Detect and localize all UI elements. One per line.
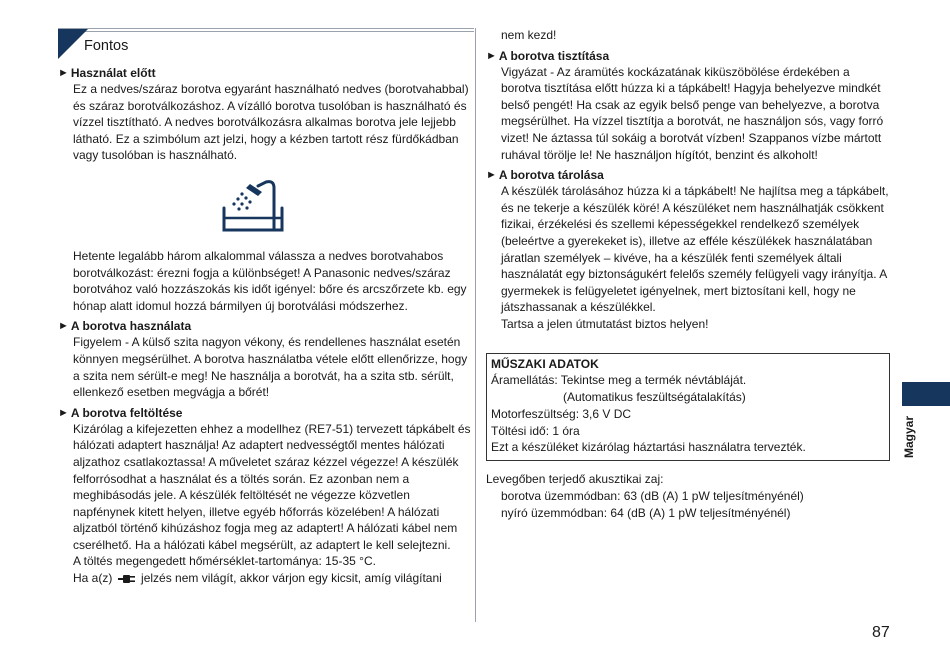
power-supply: Áramellátás: Tekintse meg a termék névtábláját. [491, 373, 747, 388]
noise-trimmer-mode: nyíró üzemmódban: 64 (dB (A) 1 pW teljesítményénél) [501, 505, 791, 520]
tech-specs-box [486, 353, 890, 462]
language-side-tab [902, 382, 950, 406]
noise-heading: Levegőben terjedő akusztikai zaj: [486, 472, 664, 487]
plug-indicator-note: Ha a(z) jelzés nem világít, akkor várjon egy kicsit, amíg világítani [73, 571, 442, 586]
section-heading-borotva-feltoltese: ► A borotva feltöltése [58, 405, 183, 420]
fontos-header [58, 28, 474, 61]
arrow-right-icon: ► [486, 169, 497, 182]
charging-temperature: A töltés megengedett hőmérséklet-tartománya: 15-35 °C. [73, 554, 376, 569]
arrow-right-icon: ► [58, 406, 69, 419]
continuation-text: nem kezd! [501, 28, 557, 42]
noise-shaver-mode: borotva üzemmódban: 63 (dB (A) 1 pW teljesítményénél) [501, 489, 804, 504]
charging-time: Töltési idő: 1 óra [491, 423, 580, 438]
page-number: 87 [872, 624, 890, 641]
column-divider [475, 28, 476, 622]
household-use: Ezt a készüléket kizárólag háztartási használatra tervezték. [491, 440, 806, 455]
shower-bath-icon [220, 178, 288, 238]
section-heading-hasznalat-elott: ► Használat előtt [58, 66, 156, 80]
tech-specs-title: MŰSZAKI ADATOK [491, 356, 599, 371]
tisztitasa-text: Vigyázat - Az áramütés kockázatának kiküszöbölése érdekében a borotva tisztítása előtt húzza ki a tápkábelt! Hagyja behelyezve mindkét belső pengét! Ha csak az egyik belső penge van behelyezve, a borotva megsérülhet. Ha vízzel tisztítja a borotvát, ne használjon sós, vagy forró vizet! Ne áztassa túl sokáig a borotvát vízben! Szappanos vízbe mártott ruhával törölje le! Ne használjon hígítót, benzint és alkoholt! [501, 64, 884, 162]
motor-voltage: Motorfeszültség: 3,6 V DC [491, 406, 632, 421]
section-heading-tarolasa: ► A borotva tárolása [486, 168, 604, 183]
hasznalat-elott-text2: Hetente legalább három alkalommal válassza a nedves borotvahabos borotválkozást: érezni fogja a különbséget! A Panasonic nedves/száraz borotvához való hozzászokás kis időt igényel: bőre és arcszőrzete kb. egy hónap alatt idomul hozzá bármilyen új borotválási módszerhez. [73, 248, 467, 313]
language-label: Magyar [902, 415, 916, 458]
right-column [486, 27, 890, 522]
power-auto-conversion: (Automatikus feszültségátalakítás) [563, 390, 746, 405]
section-heading-tisztitasa: ► A borotva tisztítása [486, 48, 610, 63]
arrow-right-icon: ► [58, 320, 69, 333]
arrow-right-icon: ► [58, 67, 69, 79]
arrow-right-icon: ► [486, 49, 497, 62]
hasznalat-elott-text1: Ez a nedves/száraz borotva egyaránt használható nedves (borotvahabbal) és száraz borotválkozáshoz. A vízálló borotva tusolóban is használható és vízzel tisztítható. A nedves borotválkozásra alkalmas borotva jele lejjebb látható. Ez a szimbólum azt jelzi, hogy a kézben tartott rész fürdőkádban vagy tusolóban is használható. [73, 82, 469, 163]
section-heading-borotva-hasznalata: ► A borotva használata [58, 319, 192, 334]
left-column [58, 28, 474, 587]
shower-symbol [58, 164, 474, 248]
plug-icon [118, 574, 136, 584]
tarolasa-text: A készülék tárolásához húzza ki a tápkábelt! Ne hajlítsa meg a tápkábelt, és ne tekerje a készülék köré! A készüléket nem használhatják csökkent fizikai, érzékelési és szellemi képességekkel rendelkező személyek (beleértve a gyerekeket is), illetve az efféle készülékek használatában járatlan személyek – kivéve, ha a készülék fenti személyek általi használatát egy biztonságukért felelős személy felügyeli vagy irányítja. A gyermekek is felügyeletet igényelnek, mert biztosítani kell, hogy ne játszhassanak a készülékkel. [501, 184, 889, 315]
borotva-hasznalata-text: Figyelem - A külső szita nagyon vékony, és rendellenes használat esetén könnyen megsérülhet. A borotva használatba vétele előtt ellenőrizze, hogy a szita nem sérült-e meg! Ne használja a borotvát, ha a szita stb. sérült, ellenkező esetben megvágja a bőrét! [73, 335, 468, 400]
fontos-title: Fontos [84, 38, 129, 54]
acoustic-noise [486, 471, 890, 521]
borotva-feltoltese-text: Kizárólag a kifejezetten ehhez a modellhez (RE7-51) tervezett tápkábelt és hálózati adaptert használja! Az adaptert nedvességtől mentes hálózati aljzathoz csatlakoztassa! A műveletet száraz kézzel végezze! A készülék felforrósodhat a használat és a töltés során. Ez azonban nem a meghibásodás jele. A készülék feltöltését ne végezze közvetlen napfénynek kitett helyen, illetve egyéb hőforrás közelében! A hálózati aljzatból történő kihúzáshoz fogja meg az adaptert! A hálózati kábel nem cserélhető. Ha a hálózati kábel megsérült, az adaptert le kell selejtezni. [73, 421, 471, 552]
keep-manual-text: Tartsa a jelen útmutatást biztos helyen! [501, 316, 709, 331]
